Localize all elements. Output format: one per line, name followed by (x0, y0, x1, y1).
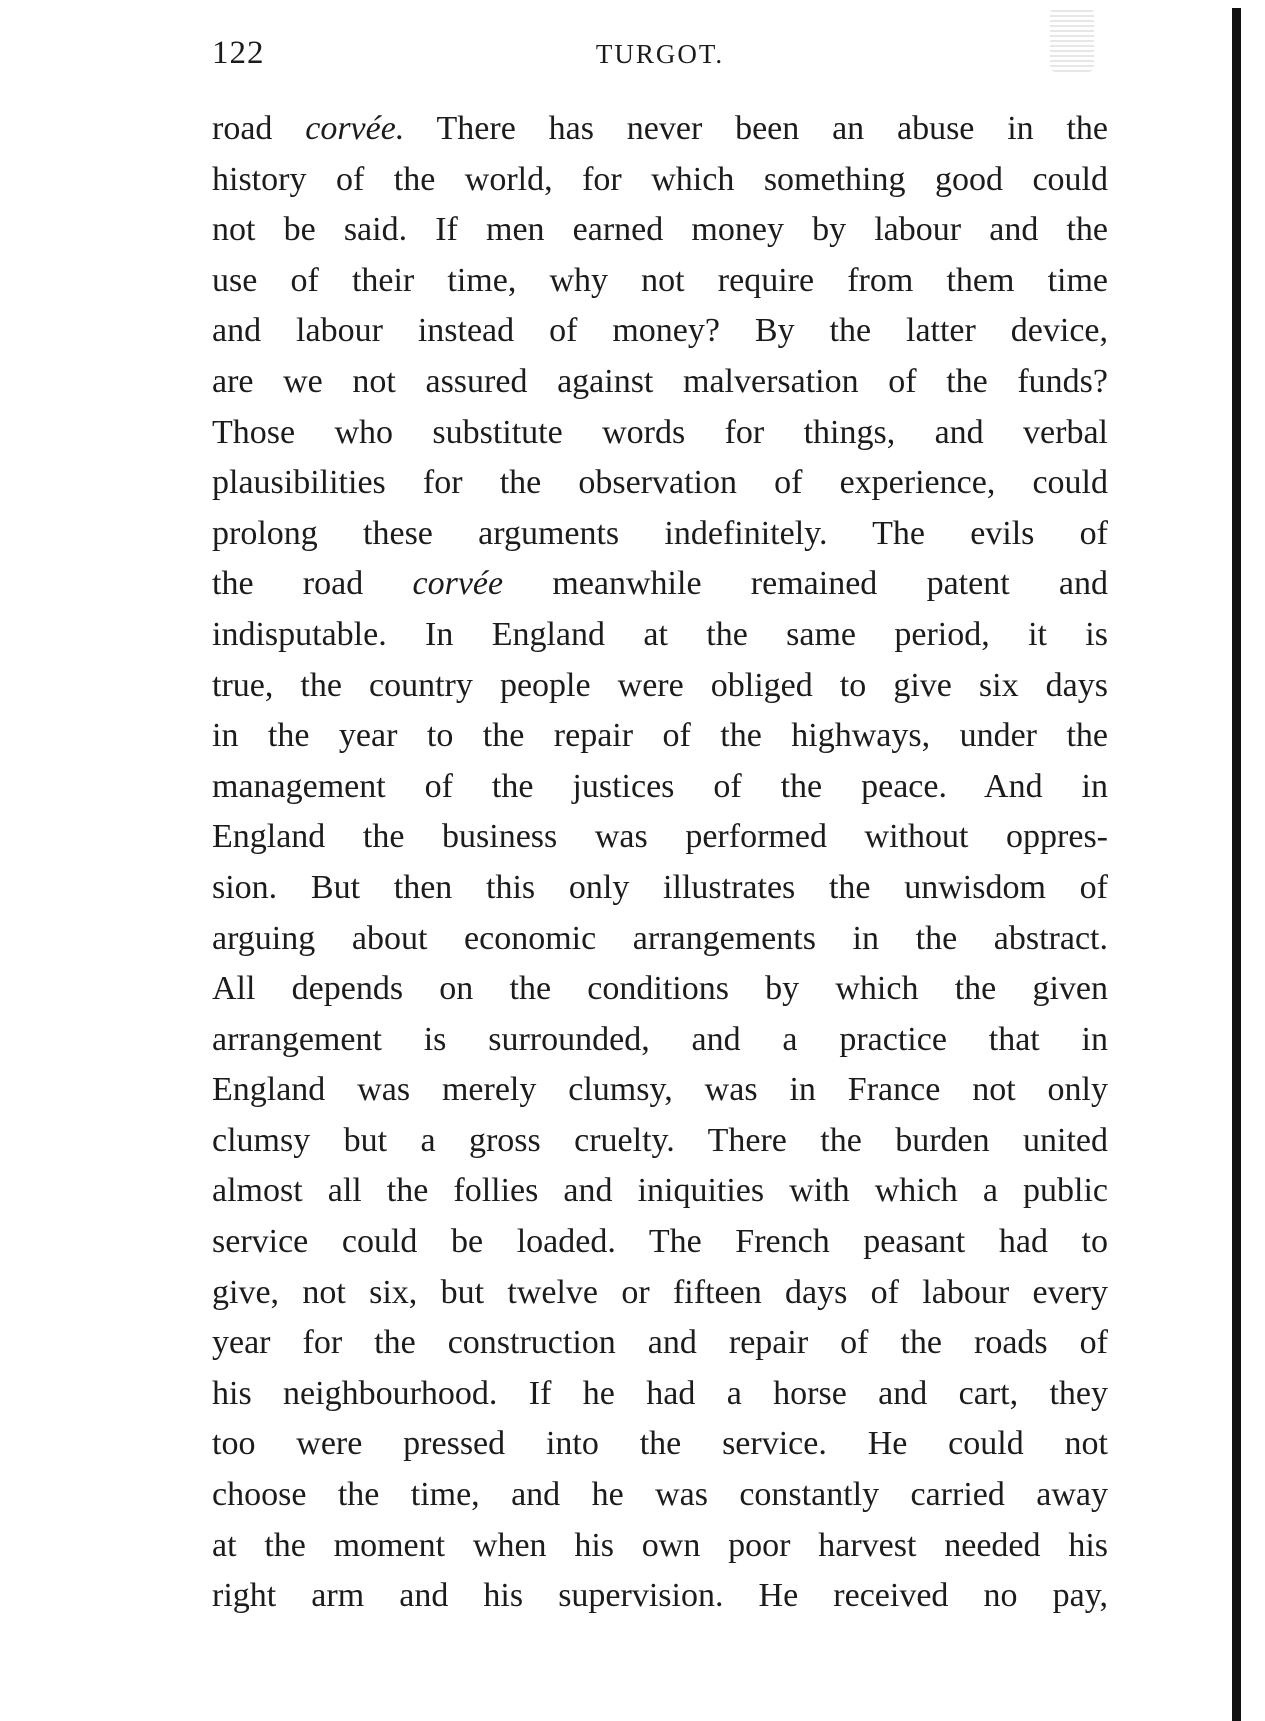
text-line: year for the construction and repair of the roads of (212, 1324, 1108, 1362)
italic-word: corvée. (305, 110, 405, 147)
text-line: arrangement is surrounded, and a practice that in (212, 1020, 1108, 1058)
text-line: and labour instead of money? By the latter device, (212, 312, 1108, 350)
text-segment: meanwhile remained patent and (503, 565, 1108, 603)
text-line: his neighbourhood. If he had a horse and cart, they (212, 1374, 1108, 1412)
page-header (212, 28, 1108, 78)
text-line: right arm and his supervision. He received no pay, (212, 1577, 1108, 1615)
text-line: management of the justices of the peace. And in (212, 767, 1108, 805)
text-line: too were pressed into the service. He could not (212, 1425, 1108, 1463)
text-line: prolong these arguments indefinitely. The evils of (212, 514, 1108, 552)
margin-rule (1232, 8, 1241, 1721)
text-line: All depends on the conditions by which the given (212, 970, 1108, 1008)
italic-word: corvée (412, 565, 504, 603)
text-line: are we not assured against malversation of the funds? (212, 362, 1108, 400)
text-line: Those who substitute words for things, and verbal (212, 413, 1108, 451)
text-line (212, 104, 1108, 155)
text-line: history of the world, for which something good could (212, 160, 1108, 198)
text-line: plausibilities for the observation of experience, could (212, 464, 1108, 502)
text-line: sion. But then this only illustrates the unwisdom of (212, 868, 1108, 906)
body-text (212, 104, 1108, 1622)
page-number: 122 (212, 35, 265, 71)
text-line: arguing about economic arrangements in the abstract. (212, 919, 1108, 957)
text-line: give, not six, but twelve or fifteen days of labour every (212, 1273, 1108, 1311)
text-line: England was merely clumsy, was in France not only (212, 1071, 1108, 1109)
text-segment: road (212, 110, 306, 147)
text-line: England the business was performed without oppres- (212, 818, 1108, 856)
text-line (212, 559, 1108, 610)
running-title: TURGOT. (595, 39, 725, 69)
text-line: indisputable. In England at the same period, it is (212, 615, 1108, 653)
text-line: service could be loaded. The French peasant had to (212, 1223, 1108, 1261)
text-line: choose the time, and he was constantly carried away (212, 1476, 1108, 1514)
text-line: almost all the follies and iniquities with which a public (212, 1172, 1108, 1210)
text-line: not be said. If men earned money by labour and the (212, 211, 1108, 249)
text-line: in the year to the repair of the highways, under the (212, 717, 1108, 755)
text-segment: the road (212, 565, 413, 603)
text-line: true, the country people were obliged to give six days (212, 666, 1108, 704)
text-segment: There has never been an abuse in the (404, 110, 1108, 147)
text-line: use of their time, why not require from them time (212, 261, 1108, 299)
text-line: clumsy but a gross cruelty. There the burden united (212, 1121, 1108, 1159)
text-line: at the moment when his own poor harvest needed his (212, 1526, 1108, 1564)
